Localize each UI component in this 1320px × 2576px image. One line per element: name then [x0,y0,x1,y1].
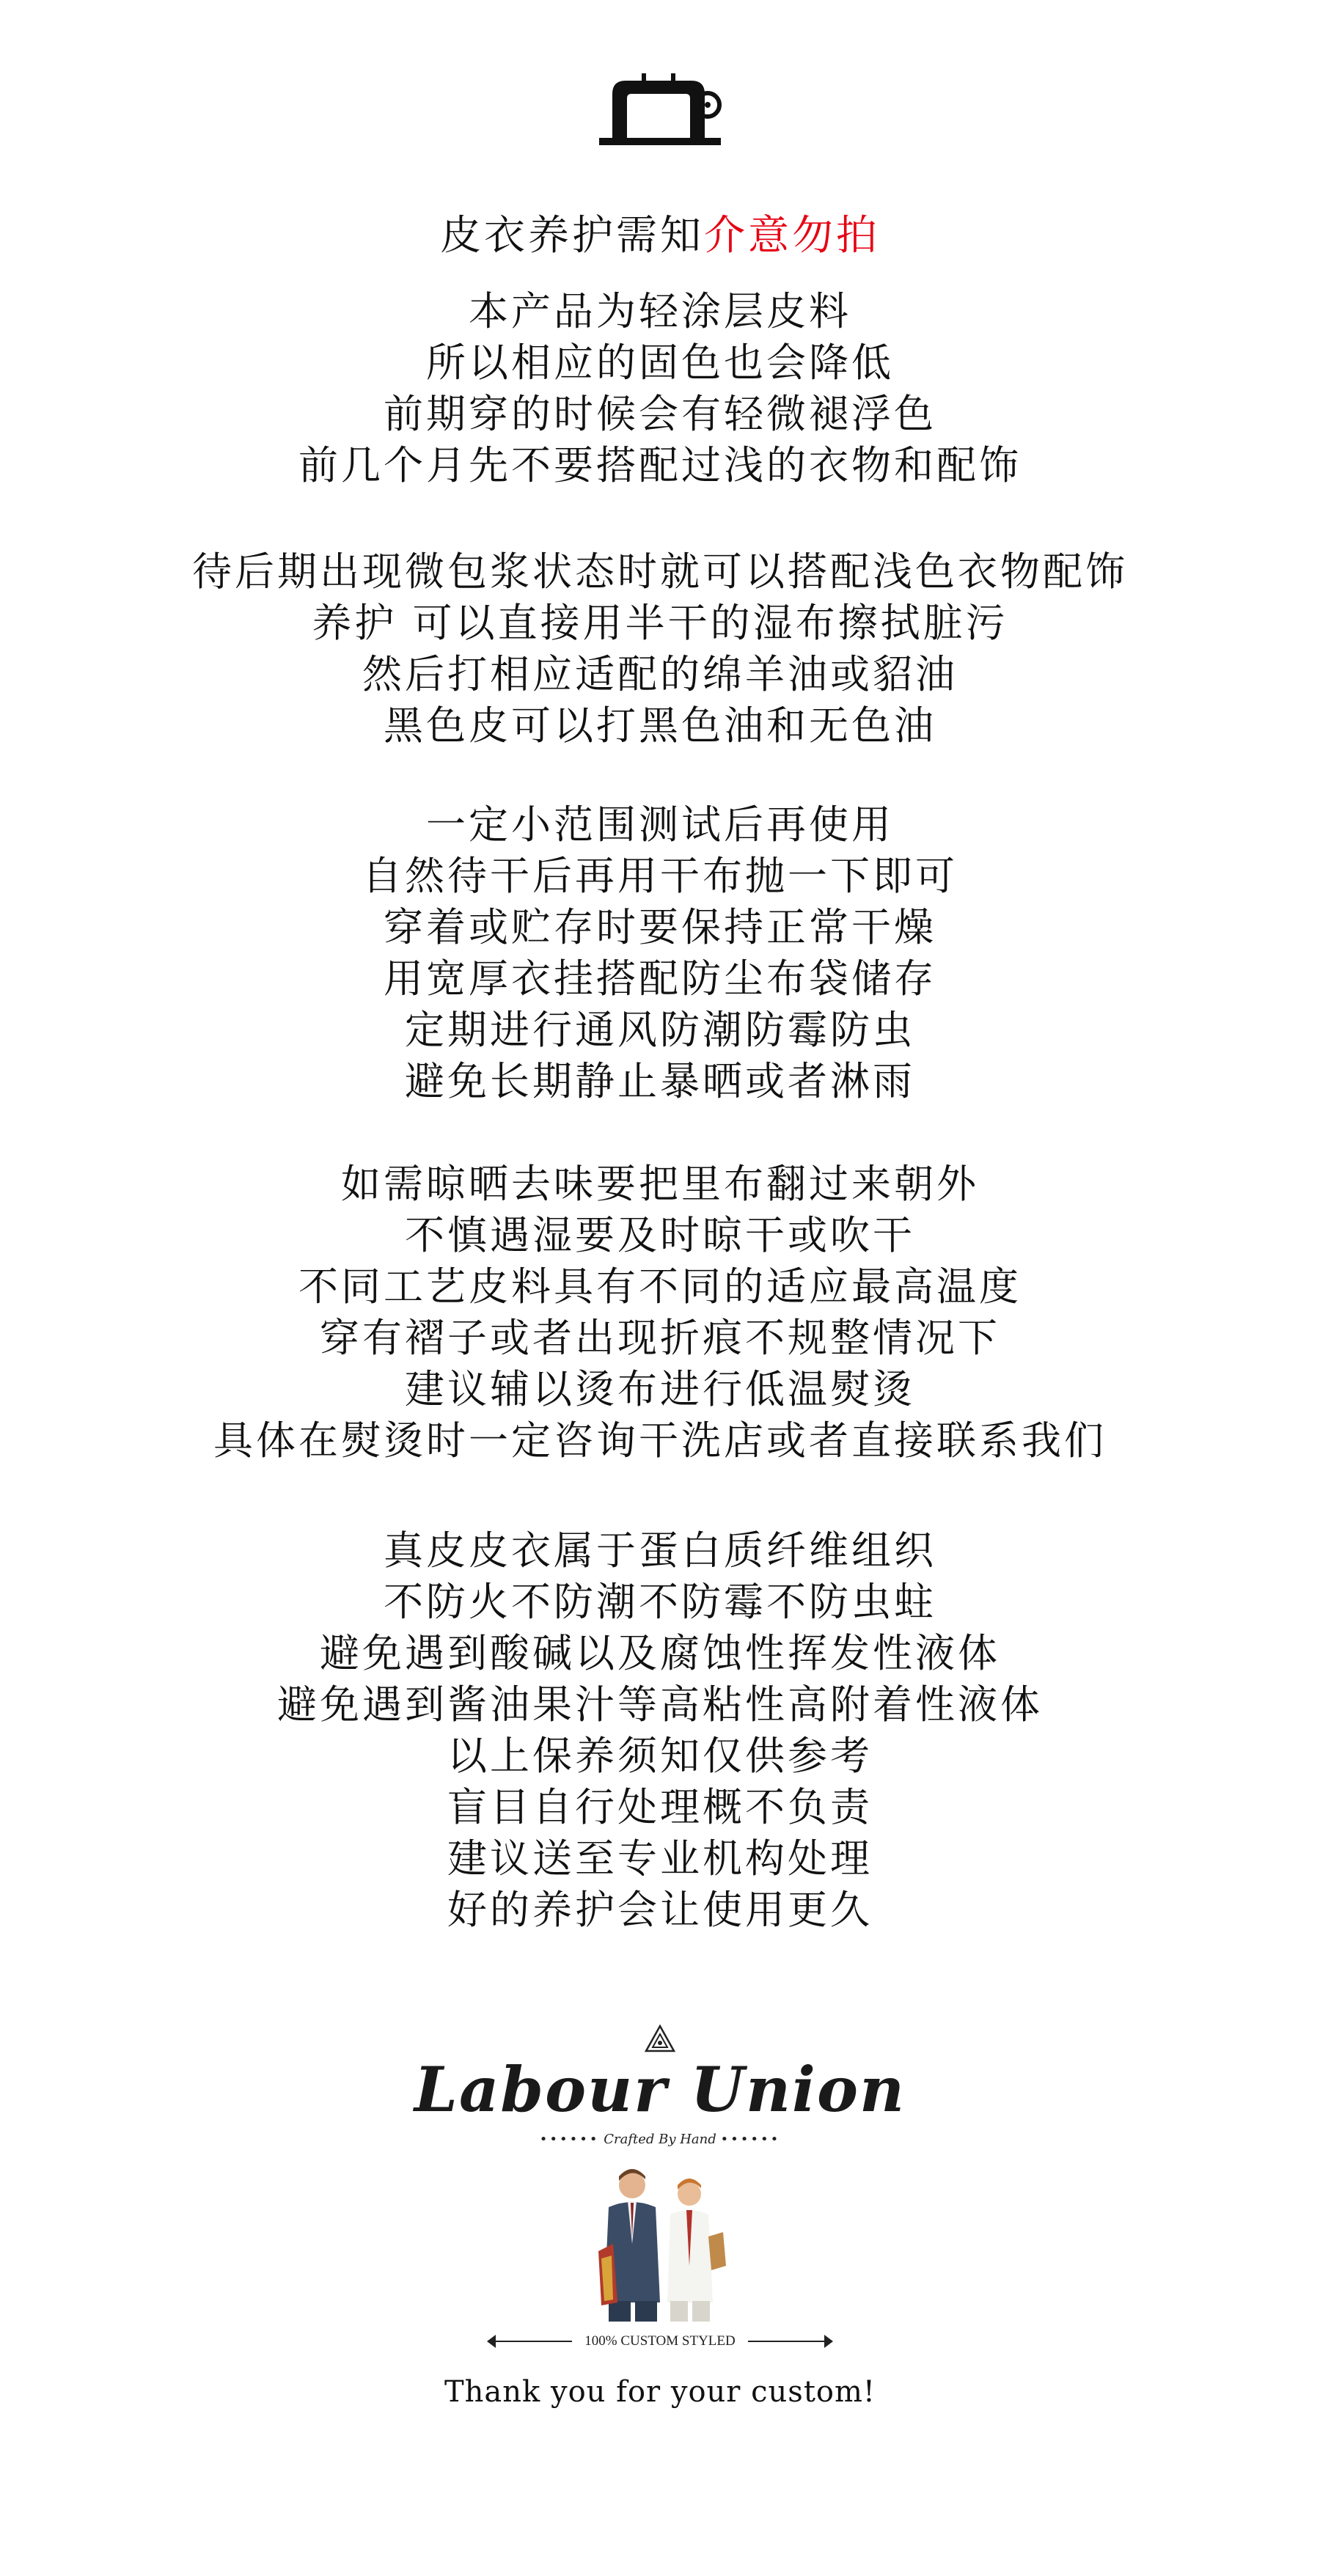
section-maintenance-notes [0,546,1320,752]
text-line: 不慎遇湿要及时晾干或吹干 [405,1212,915,1258]
text-line: 待后期出现微包浆状态时就可以搭配浅色衣物配饰 [192,548,1128,595]
brand-tagline [0,2130,1320,2149]
section-coating-notes [0,286,1320,491]
text-line: 建议送至专业机构处理 [447,1835,873,1882]
brand-name: Labour Union [414,2053,906,2126]
text-line: 用宽厚衣挂搭配防尘布袋储存 [384,955,936,1002]
section-material-warnings [0,1525,1320,1936]
text-line: 不同工艺皮料具有不同的适应最高温度 [298,1263,1022,1310]
text-line: 以上保养须知仅供参考 [447,1733,873,1779]
text-line: 避免遇到酱油果汁等高粘性高附着性液体 [277,1681,1043,1728]
text-line: 具体在熨烫时一定咨询干洗店或者直接联系我们 [213,1417,1107,1464]
section-drying-ironing-notes [0,1159,1320,1467]
title-warning: 介意勿拍 [704,212,880,260]
text-line: 穿有褶子或者出现折痕不规整情况下 [320,1315,1000,1361]
title-main: 皮衣养护需知 [440,212,704,260]
custom-styled-label: 100% CUSTOM STYLED [584,2333,736,2349]
text-line: 前期穿的时候会有轻微褪浮色 [384,391,936,437]
triangle-eye-icon [644,2024,676,2053]
custom-styled-badge [0,2330,1320,2352]
text-line: 避免遇到酸碱以及腐蚀性挥发性液体 [320,1630,1000,1676]
two-gentlemen-illustration [579,2156,741,2324]
text-line: 穿着或贮存时要保持正常干燥 [384,904,936,950]
tagline-dots-right: •••••• [720,2132,781,2147]
text-line: 黑色皮可以打黑色油和无色油 [384,702,936,749]
brand-logo [0,2024,1320,2390]
page-title [0,207,1320,265]
text-line: 如需晾晒去味要把里布翻过来朝外 [341,1161,979,1207]
text-line: 一定小范围测试后再使用 [426,801,894,848]
text-line: 建议辅以烫布进行低温熨烫 [405,1366,915,1412]
tagline-dots-left: •••••• [539,2132,600,2147]
text-line: 不防火不防潮不防霉不防虫蛀 [384,1579,936,1625]
text-line: 然后打相应适配的绵羊油或貂油 [362,651,958,697]
divider-right [748,2341,830,2342]
text-line: 避免长期静止暴晒或者淋雨 [405,1058,915,1104]
arrow-right-icon [824,2335,833,2348]
text-line: 定期进行通风防潮防霉防虫 [405,1007,915,1053]
section-storage-notes [0,799,1320,1107]
thank-you-text: Thank you for your custom! [444,2375,876,2409]
sewing-machine-icon [598,65,722,149]
text-line: 养护 可以直接用半干的湿布擦拭脏污 [312,600,1008,646]
tagline-text: Crafted By Hand [604,2132,716,2147]
text-line: 本产品为轻涂层皮料 [469,288,851,334]
text-line: 自然待干后再用干布抛一下即可 [362,853,958,899]
text-line: 好的养护会让使用更久 [447,1887,873,1933]
text-line: 所以相应的固色也会降低 [426,340,894,386]
text-line: 盲目自行处理概不负责 [447,1784,873,1830]
text-line: 真皮皮衣属于蛋白质纤维组织 [384,1527,936,1574]
text-line: 前几个月先不要搭配过浅的衣物和配饰 [298,442,1022,488]
